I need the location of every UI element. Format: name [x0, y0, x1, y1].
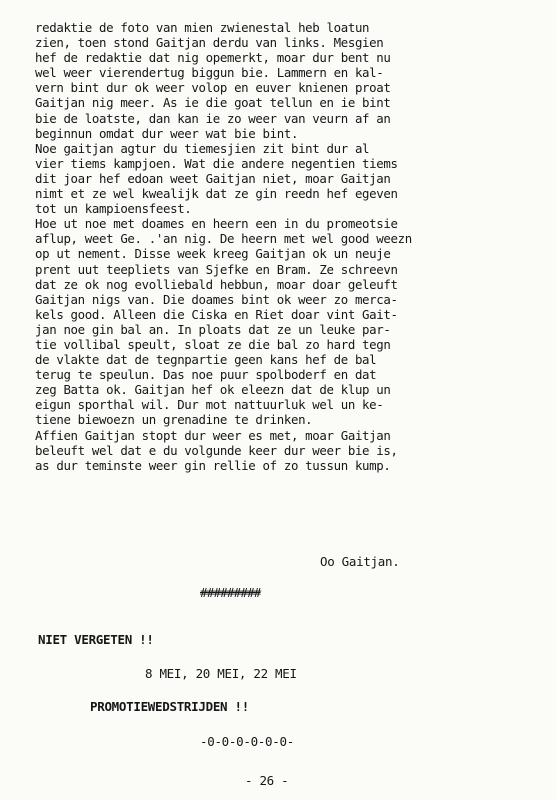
article-line: nimt et ze wel kwealijk dat ze gin reedn hef egeven — [35, 186, 398, 202]
article-line: terug te speulun. Das noe puur spolboderf en dat — [35, 367, 377, 383]
article-signature: Oo Gaitjan. — [320, 554, 400, 569]
article-line: de vlakte dat de tegnpartie geen kans hef de bal — [35, 352, 377, 368]
promotion-heading: PROMOTIEWEDSTRIJDEN !! — [90, 699, 249, 714]
article-line: jan noe gin bal an. In ploats dat ze un leuke par- — [35, 321, 391, 337]
article-line: hef de redaktie dat nig opemerkt, moar dur bent nu — [35, 50, 391, 66]
article-line: Affien Gaitjan stopt dur weer es met, moar Gaitjan — [35, 427, 391, 443]
article-body — [35, 20, 545, 473]
article-line: as dur teminste weer gin rellie of zo tussun kump. — [35, 457, 391, 473]
end-marker: -0-0-0-0-0-0- — [200, 734, 294, 749]
article-line: Noe gaitjan agtur du tiemesjien zit bint dur al — [35, 140, 370, 156]
article-line: op ut nement. Disse week kreeg Gaitjan ok un neuje — [35, 246, 391, 262]
hash-separator: ######### — [200, 585, 261, 600]
article-line: redaktie de foto van mien zwienestal heb loatun — [35, 20, 370, 35]
article-line: Gaitjan nig meer. As ie die goat tellun en ie bint — [35, 95, 391, 111]
article-line: Gaitjan nigs van. Die doames bint ok weer zo merca- — [35, 291, 398, 307]
page-number: - 26 - — [245, 773, 289, 788]
article-line: Hoe ut noe met doames en heern een in du promeotsie — [35, 216, 398, 232]
article-line: wel weer vierendertug biggun bie. Lammern en kal- — [35, 65, 384, 81]
article-line: dit joar hef edoan weet Gaitjan niet, moar Gaitjan — [35, 170, 391, 186]
article-line: eigun sporthal wil. Dur mot nattuurluk wel un ke- — [35, 397, 384, 413]
article-line: tiene biewoezn un grenadine te drinken. — [35, 412, 313, 428]
article-line: bie de loatste, dan kan ie zo weer van veurn af an — [35, 110, 391, 126]
article-line: beleuft wel dat e du volgunde keer dur weer bie is, — [35, 442, 398, 458]
article-line: tie vollibal speult, sloat ze die bal zo hard tegn — [35, 336, 391, 352]
article-line: tot un kampioensfeest. — [35, 201, 192, 217]
match-dates: 8 MEI, 20 MEI, 22 MEI — [145, 666, 297, 681]
article-line: dat ze ok nog evolliebald hebbun, moar doar geleuft — [35, 276, 398, 292]
article-line: kels good. Alleen die Ciska en Riet doar vint Gait- — [35, 306, 398, 322]
article-line: aflup, weet Ge. .'an nig. De heern met wel good weezn — [35, 231, 412, 247]
article-line: vern bint dur ok weer volop en euver knienen proat — [35, 80, 391, 96]
article-line: beginnun omdat dur weer wat bie bint. — [35, 125, 299, 141]
reminder-heading: NIET VERGETEN !! — [38, 632, 154, 647]
article-line: prent uut teepliets van Sjefke en Bram. Ze schreevn — [35, 261, 398, 277]
article-line: vier tiems kampjoen. Wat die andere negentien tiems — [35, 155, 398, 171]
article-line: zien, toen stond Gaitjan derdu van links. Mesgien — [35, 35, 384, 51]
article-line: zeg Batta ok. Gaitjan hef ok eleezn dat de klup un — [35, 382, 391, 398]
